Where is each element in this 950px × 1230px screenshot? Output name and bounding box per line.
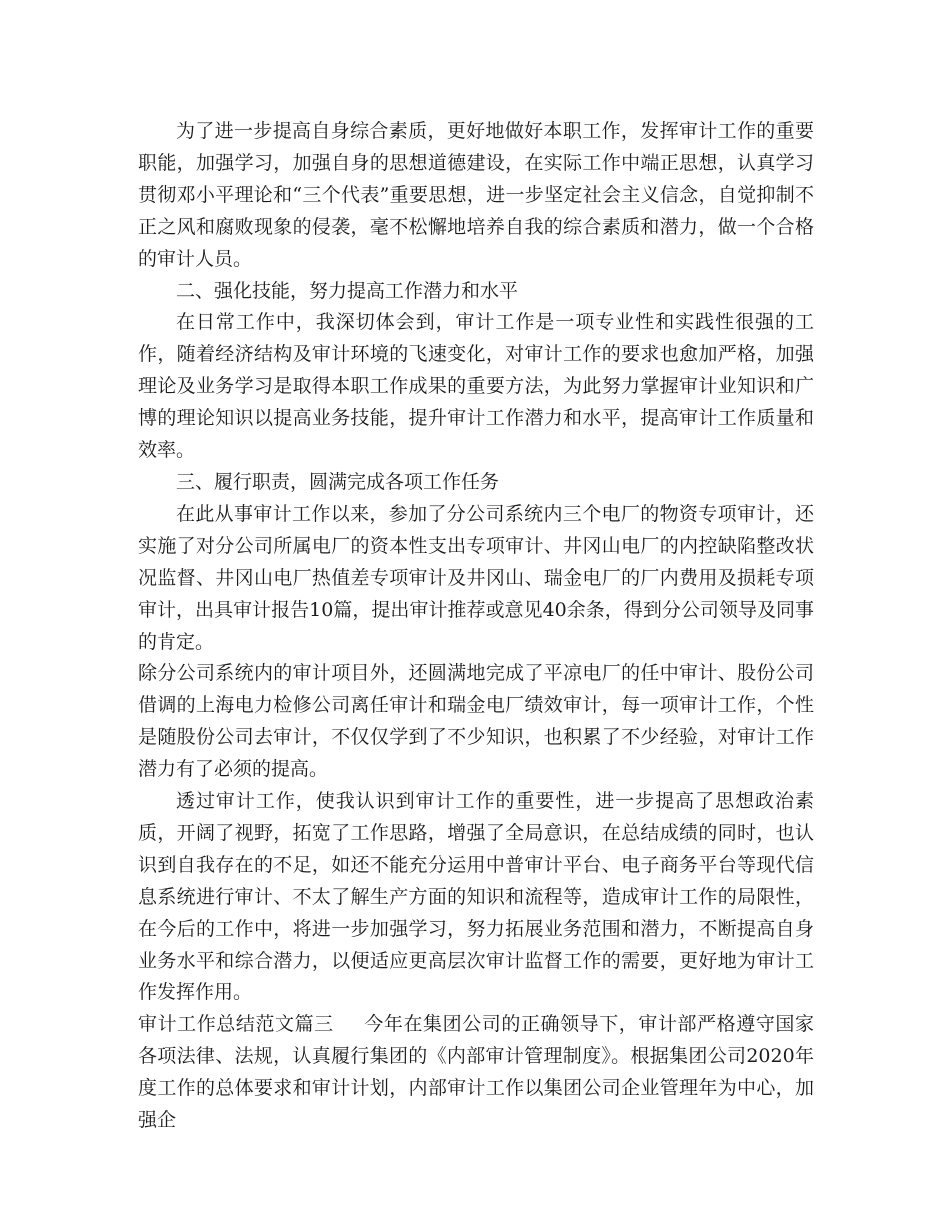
document-body bbox=[138, 116, 814, 1137]
paragraph-reflection: 透过审计工作，使我认识到审计工作的重要性，进一步提高了思想政治素质，开阔了视野，拓宽了工作思路，增强了全局意识，在总结成绩的同时，也认识到自我存在的不足，如还不能充分运用中普审计平台、电子商务平台等现代信息系统进行审计、不太了解生产方面的知识和流程等，造成审计工作的局限性，在今后的工作中，将进一步加强学习，努力拓展业务范围和潜力，不断提高自身业务水平和综合潜力，以便适应更高层次审计监督工作的需要，更好地为审计工作发挥作用。 bbox=[138, 790, 814, 1004]
paragraph-part-three bbox=[138, 1009, 814, 1137]
paragraph-duties: 在此从事审计工作以来，参加了分公司系统内三个电厂的物资专项审计，还实施了对分公司所属电厂的资本性支出专项审计、井冈山电厂的内控缺陷整改状况监督、井冈山电厂热值差专项审计及井冈山、瑞金电厂的厂内费用及损耗专项审计，出具审计报告10篇，提出审计推荐或意见40余条，得到分公司领导及同事的肯定。 bbox=[138, 502, 814, 653]
section-heading-duties: 三、履行职责，圆满完成各项工作任务 bbox=[176, 470, 500, 493]
paragraph-duties-continued: 除分公司系统内的审计项目外，还圆满地完成了平凉电厂的任中审计、股份公司借调的上海电力检修公司离任审计和瑞金电厂绩效审计，每一项审计工作，个性是随股份公司去审计，不仅仅学到了不少知识，也积累了不少经验，对审计工作潜力有了必须的提高。 bbox=[138, 662, 814, 781]
section-title: 审计工作总结范文篇三 bbox=[138, 1013, 334, 1036]
section-heading-skills: 二、强化技能，努力提高工作潜力和水平 bbox=[176, 279, 519, 302]
paragraph-skills: 在日常工作中，我深切体会到，审计工作是一项专业性和实践性很强的工作，随着经济结构及审计环境的飞速变化，对审计工作的要求也愈加严格，加强理论及业务学习是取得本职工作成果的重要方法，为此努力掌握审计业知识和广博的理论知识以提高业务技能，提升审计工作潜力和水平，提高审计工作质量和效率。 bbox=[138, 311, 814, 462]
paragraph-part-three-text: 今年在集团公司的正确领导下，审计部严格遵守国家各项法律、法规，认真履行集团的《内部审计管理制度》。根据集团公司2020年度工作的总体要求和审计计划，内部审计工作以集团公司企业管理年为中心，加强企 bbox=[138, 1013, 814, 1132]
paragraph-self-improvement: 为了进一步提高自身综合素质，更好地做好本职工作，发挥审计工作的重要职能，加强学习，加强自身的思想道德建设，在实际工作中端正思想，认真学习贯彻邓小平理论和“三个代表”重要思想，进一步坚定社会主义信念，自觉抑制不正之风和腐败现象的侵袭，毫不松懈地培养自我的综合素质和潜力，做一个合格的审计人员。 bbox=[138, 120, 814, 270]
